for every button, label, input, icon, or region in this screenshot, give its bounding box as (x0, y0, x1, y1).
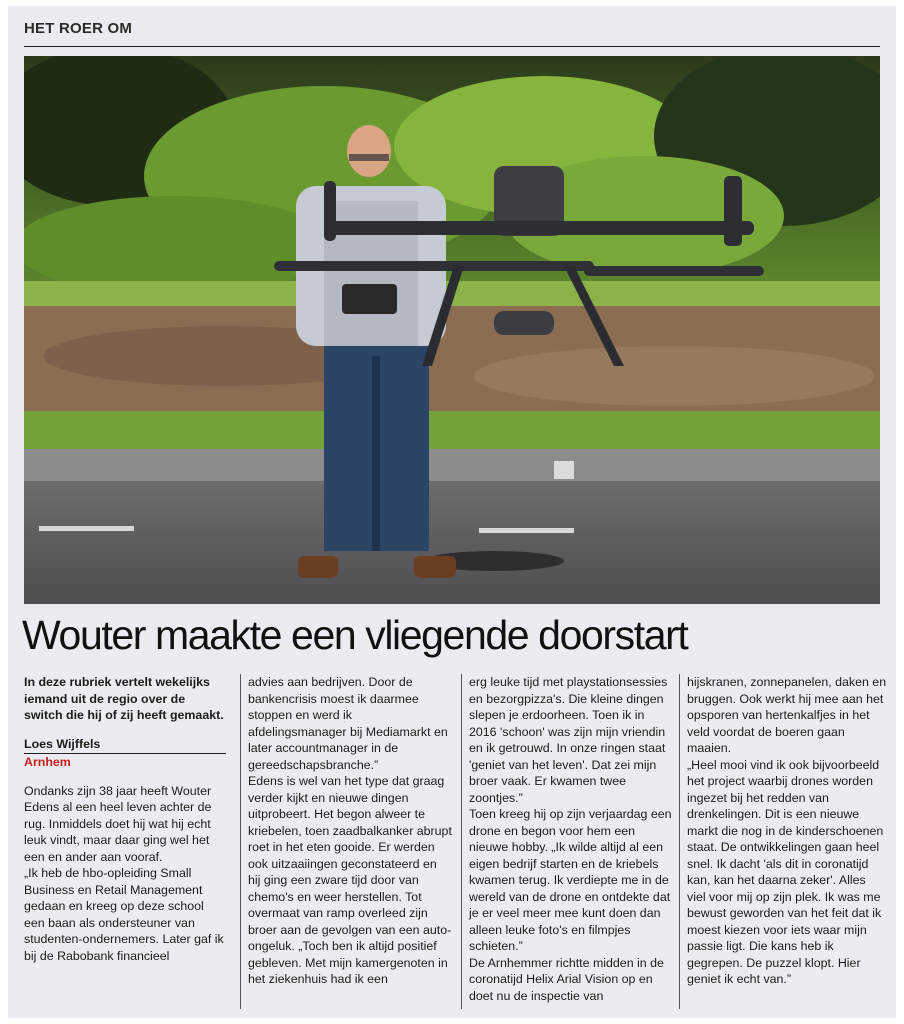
newspaper-page (8, 6, 896, 1018)
paragraph: „Heel mooi vind ik ook bijvoorbeeld het project waarbij drones worden ingezet bij het redden van drenkelingen. Dit is een nieuwe markt die nog in de kinderschoenen staat. De ontwikkelingen gaan heel snel. Ik dacht 'als dit in coronatijd kan, kan het daarna zeker'. Alles viel voor mij op zijn plek. Ik was me bewust geworden van het feit dat ik moest kiezen voor iets waar mijn passie ligt. Die kans heb ik gegrepen. De puzzel klopt. Hier geniet ik echt van.” (687, 757, 884, 986)
column-2 (240, 674, 452, 1009)
paragraph: „Ik heb de hbo-opleiding Small Business en Retail Management gedaan en kreeg op deze school een baan als ondersteuner van studenten-ondernemers. Later gaf ik bij de Rabobank financieel (24, 866, 224, 963)
article-photo (24, 56, 880, 604)
article-headline: Wouter maakte een vliegende doorstart (22, 612, 688, 658)
paragraph: Toen kreeg hij op zijn verjaardag een drone en begon voor hem een nieuwe hobby. „Ik wilde altijd al een eigen bedrijf starten en de kriebels kwamen terug. Ik verdiepte me in de wereld van de drone en ontdekte dat je er veel meer mee kunt doen dan alleen leuke foto's en filmpjes schieten.” (469, 807, 672, 953)
paragraph: Ondanks zijn 38 jaar heeft Wouter Edens al een heel leven achter de rug. Inmiddels doet hij wat hij echt leuk vindt, maar daar ging wel het een en ander aan vooraf. (24, 783, 212, 864)
paragraph: advies aan bedrijven. Door de bankencrisis moest ik daarmee stoppen en werd ik afdelingsmanager bij Mediamarkt en later accountmanager in de gereedschapsbranche.” (248, 675, 448, 772)
paragraph: Edens is wel van het type dat graag verder kijkt en nieuwe dingen uitprobeert. Het begon alweer te kriebelen, toen zaadbalkanker abrupt roet in het eten gooide. Er werden ook uitzaaiingen geconstateerd en hij ging een zware tijd door van chemo's en weer herstellen. Tot overmaat van ramp overleed zijn broer aan de gevolgen van een auto-ongeluk. „Toch ben ik altijd positief gebleven. Met mijn kamergenoten in het ziekenhuis had ik een (248, 774, 452, 986)
column-3 (461, 674, 675, 1009)
paragraph: hijskranen, zonnepanelen, daken en bruggen. Ook werkt hij mee aan het opsporen van hertenkalfjes in het veld voordat de boeren gaan maaien. (687, 675, 887, 755)
column-1 (24, 674, 226, 1009)
author-byline: Loes Wijffels (24, 736, 226, 755)
location-label: Arnhem (24, 755, 71, 769)
paragraph: De Arnhemmer richtte midden in de coronatijd Helix Arial Vision op en doet nu de inspectie van (469, 955, 664, 1003)
section-label: HET ROER OM (24, 20, 133, 37)
article-body (24, 674, 888, 1009)
intro-text: In deze rubriek vertelt wekelijks iemand uit de regio over de switch die hij of zij heeft gemaakt. (24, 675, 224, 722)
section-header (24, 20, 880, 47)
column-4 (679, 674, 887, 1009)
paragraph: erg leuke tijd met playstationsessies en bezorgpizza's. Die kleine dingen slepen je erdoorheen. Toen ik in 2016 'schoon' was zijn mijn vriendin en ik getrouwd. In onze ringen staat 'geniet van het leven'. Dat zei mijn broer vaak. Er kwamen twee zoontjes.” (469, 675, 668, 805)
photo-illustration (24, 56, 880, 604)
